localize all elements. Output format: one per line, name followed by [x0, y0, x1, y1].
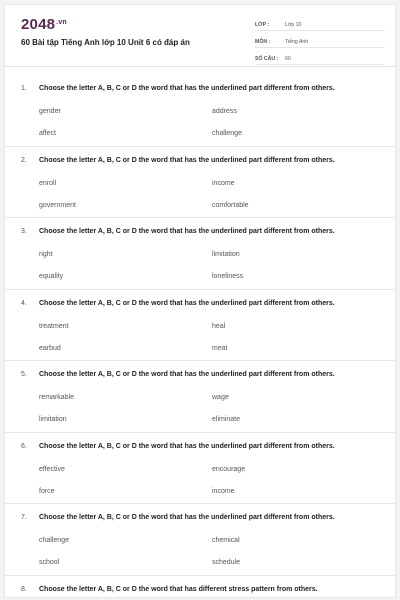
- option-c[interactable]: affect: [39, 130, 56, 137]
- question-text: Choose the letter A, B, C or D the word that has the underlined part different from others.: [39, 156, 335, 164]
- question-item: [5, 361, 395, 433]
- worksheet-page: [4, 4, 396, 598]
- question-number: 2.: [21, 156, 27, 164]
- question-item: [5, 433, 395, 505]
- option-d[interactable]: loneliness: [212, 273, 244, 280]
- option-a[interactable]: right: [39, 251, 53, 258]
- question-number: 4.: [21, 299, 27, 307]
- option-b[interactable]: address: [212, 108, 237, 115]
- question-item: [5, 504, 395, 576]
- option-c[interactable]: equality: [39, 273, 64, 280]
- option-b[interactable]: limitation: [212, 251, 240, 258]
- meta-row-count: [255, 51, 385, 65]
- question-text: Choose the letter A, B, C or D the word that has the underlined part different from others.: [39, 514, 335, 521]
- option-c[interactable]: force: [39, 487, 55, 495]
- option-b[interactable]: chemical: [212, 537, 240, 544]
- option-c[interactable]: limitation: [39, 416, 67, 423]
- meta-row-subject: [255, 34, 385, 48]
- option-a[interactable]: effective: [39, 465, 65, 473]
- site-logo[interactable]: [21, 16, 67, 33]
- meta-value: 60: [285, 56, 291, 62]
- meta-label: SỐ CÂU :: [255, 56, 279, 62]
- question-item: [5, 75, 395, 147]
- question-item: [5, 147, 395, 219]
- option-c[interactable]: school: [39, 559, 60, 566]
- question-list: [5, 75, 395, 598]
- option-d[interactable]: meat: [212, 344, 228, 352]
- option-d[interactable]: eliminate: [212, 416, 241, 423]
- question-number: 3.: [21, 228, 27, 235]
- question-number: 8.: [21, 585, 27, 593]
- logo-text: 2048: [21, 16, 56, 33]
- meta-value: Lớp 10: [285, 22, 302, 28]
- question-text: Choose the letter A, B, C or D the word that has the underlined part different from others.: [39, 371, 335, 378]
- meta-info: [255, 17, 385, 68]
- option-a[interactable]: treatment: [39, 322, 69, 330]
- question-item: [5, 576, 395, 599]
- option-a[interactable]: enroll: [39, 179, 57, 187]
- logo-suffix: .vn: [56, 19, 67, 26]
- question-number: 6.: [21, 442, 27, 450]
- option-b[interactable]: heal: [212, 322, 226, 330]
- question-text: Choose the letter A, B, C or D the word that has the underlined part different from others.: [39, 442, 335, 450]
- option-a[interactable]: remarkable: [39, 394, 75, 401]
- meta-value: Tiếng Anh: [285, 39, 309, 45]
- option-b[interactable]: wage: [212, 394, 229, 401]
- worksheet-header: [5, 5, 395, 67]
- question-number: 7.: [21, 514, 27, 521]
- option-d[interactable]: schedule: [212, 559, 241, 566]
- question-text: Choose the letter A, B, C or D the word that has the underlined part different from others.: [39, 85, 335, 92]
- meta-row-class: [255, 17, 385, 31]
- option-d[interactable]: challenge: [212, 130, 242, 137]
- option-c[interactable]: government: [39, 201, 76, 209]
- question-item: [5, 290, 395, 362]
- option-a[interactable]: gender: [39, 108, 61, 115]
- question-item: [5, 218, 395, 290]
- option-b[interactable]: income: [212, 179, 235, 187]
- question-text: Choose the letter A, B, C or D the word that has the underlined part different from others.: [39, 228, 335, 235]
- document-title: 60 Bài tập Tiếng Anh lớp 10 Unit 6 có đáp án: [21, 38, 190, 47]
- option-d[interactable]: comfortable: [212, 201, 249, 209]
- question-number: 5.: [21, 371, 27, 378]
- meta-label: MÔN :: [255, 39, 271, 45]
- option-c[interactable]: earbud: [39, 344, 61, 352]
- question-text: Choose the letter A, B, C or D the word that has different stress pattern from others.: [39, 585, 318, 593]
- question-number: 1.: [21, 85, 27, 92]
- option-d[interactable]: income: [212, 487, 235, 495]
- question-text: Choose the letter A, B, C or D the word that has the underlined part different from others.: [39, 299, 335, 307]
- option-a[interactable]: challenge: [39, 537, 69, 544]
- option-b[interactable]: encourage: [212, 465, 246, 473]
- meta-label: LỚP :: [255, 22, 270, 28]
